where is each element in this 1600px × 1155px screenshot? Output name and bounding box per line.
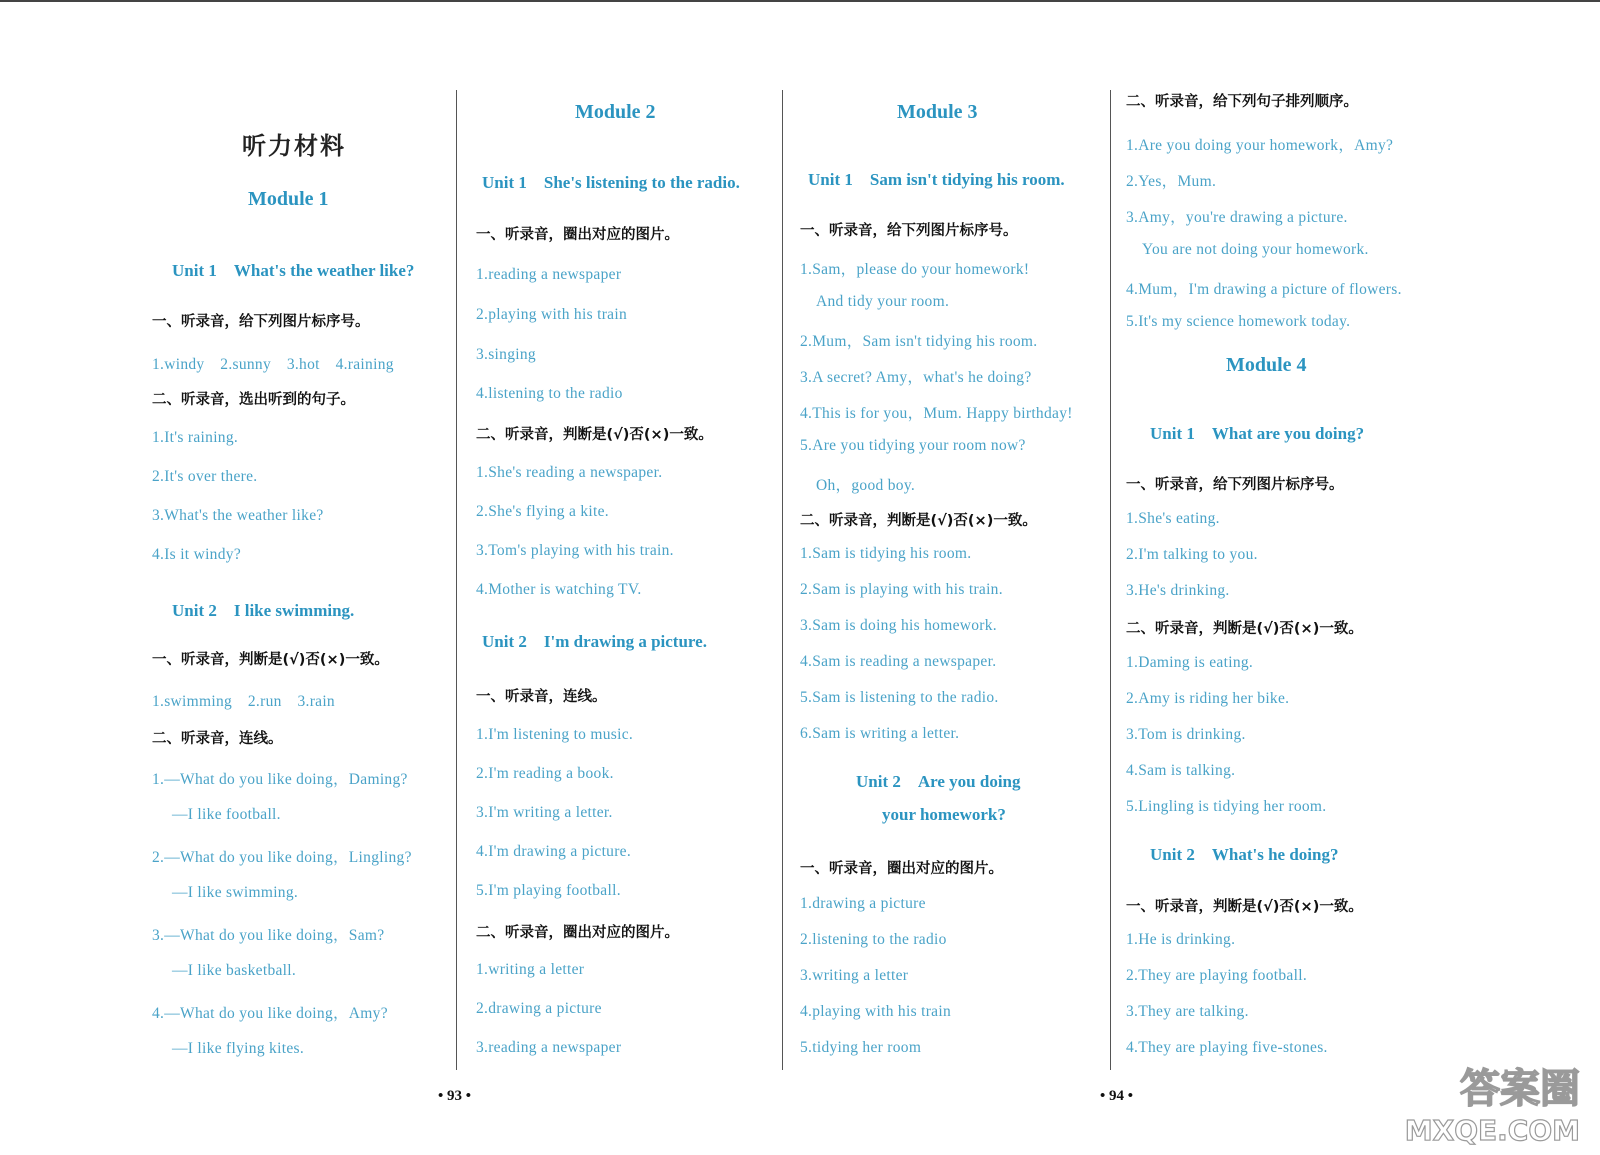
listening-line: 2.Amy is riding her bike. <box>1126 690 1290 707</box>
listening-line: 4.listening to the radio <box>476 385 623 402</box>
exercise-instruction: 二、听录音，判断是(√)否(×)一致。 <box>476 427 713 443</box>
listening-line: 2.listening to the radio <box>800 931 947 948</box>
column-divider <box>456 90 457 1070</box>
listening-line: 2.—What do you like doing，Lingling? <box>152 849 412 866</box>
exercise-instruction: 一、听录音，判断是(√)否(×)一致。 <box>152 652 389 668</box>
unit-heading: your homework? <box>882 805 1006 824</box>
listening-line: 5.It's my science homework today. <box>1126 313 1351 330</box>
listening-line: 1.Daming is eating. <box>1126 654 1254 671</box>
exercise-instruction: 一、听录音，圈出对应的图片。 <box>476 227 679 243</box>
listening-line: 3.Tom is drinking. <box>1126 726 1246 743</box>
listening-line: 4.playing with his train <box>800 1003 951 1020</box>
module-heading: Module 2 <box>575 101 656 123</box>
listening-line: 5.Are you tidying your room now? <box>800 437 1026 454</box>
module-heading: Module 1 <box>248 188 329 210</box>
listening-line: 4.Mother is watching TV. <box>476 581 642 598</box>
listening-line: —I like swimming. <box>172 884 299 901</box>
listening-line: 4.This is for you，Mum. Happy birthday! <box>800 405 1073 422</box>
listening-line: 2.It's over there. <box>152 468 258 485</box>
listening-line: 1.Sam is tidying his room. <box>800 545 972 562</box>
listening-line: 3.Sam is doing his homework. <box>800 617 997 634</box>
listening-line: 4.Is it windy? <box>152 546 242 563</box>
exercise-instruction: 一、听录音，给下列图片标序号。 <box>152 314 370 330</box>
exercise-instruction: 二、听录音，选出听到的句子。 <box>152 392 355 408</box>
listening-line: 1.windy 2.sunny 3.hot 4.raining <box>152 356 394 373</box>
watermark <box>1404 1057 1580 1147</box>
exercise-instruction: 一、听录音，连线。 <box>476 689 607 705</box>
listening-line: 3.writing a letter <box>800 967 909 984</box>
page-title: 听力材料 <box>242 132 346 160</box>
listening-line: 5.Lingling is tidying her room. <box>1126 798 1327 815</box>
module-heading: Module 3 <box>897 101 978 123</box>
listening-line: Oh，good boy. <box>816 477 916 494</box>
watermark-logo: 答案圈 <box>1460 1066 1580 1112</box>
listening-line: 2.They are playing football. <box>1126 967 1307 984</box>
listening-line: 3.A secret? Amy，what's he doing? <box>800 369 1032 386</box>
listening-line: 3.—What do you like doing，Sam? <box>152 927 385 944</box>
column-divider <box>1110 90 1111 1070</box>
listening-line: 3.Amy，you're drawing a picture. <box>1126 209 1348 226</box>
listening-line: 2.Sam is playing with his train. <box>800 581 1003 598</box>
exercise-instruction: 二、听录音，连线。 <box>152 731 283 747</box>
exercise-instruction: 一、听录音，圈出对应的图片。 <box>800 861 1003 877</box>
listening-line: 3.He's drinking. <box>1126 582 1230 599</box>
column-divider <box>782 90 783 1070</box>
listening-line: 3.singing <box>476 346 536 363</box>
listening-line: 3.Tom's playing with his train. <box>476 542 674 559</box>
unit-heading: Unit 1 She's listening to the radio. <box>482 173 740 192</box>
module-heading: Module 4 <box>1226 354 1307 376</box>
listening-line: 6.Sam is writing a letter. <box>800 725 960 742</box>
listening-line: 2.Yes，Mum. <box>1126 173 1217 190</box>
page-number: • 94 • <box>1100 1088 1134 1104</box>
listening-line: 1.I'm listening to music. <box>476 726 634 743</box>
unit-heading: Unit 1 What are you doing? <box>1150 424 1365 443</box>
listening-line: 2.I'm talking to you. <box>1126 546 1258 563</box>
unit-heading: Unit 2 I like swimming. <box>172 601 355 620</box>
listening-line: 3.They are talking. <box>1126 1003 1249 1020</box>
exercise-instruction: 一、听录音，给下列图片标序号。 <box>1126 477 1344 493</box>
listening-line: 4.They are playing five-stones. <box>1126 1039 1328 1056</box>
unit-heading: Unit 1 Sam isn't tidying his room. <box>808 170 1065 189</box>
listening-line: 1.It's raining. <box>152 429 239 446</box>
listening-line: 4.Sam is talking. <box>1126 762 1236 779</box>
listening-line: 1.reading a newspaper <box>476 266 622 283</box>
listening-line: 4.Mum，I'm drawing a picture of flowers. <box>1126 281 1402 298</box>
listening-line: 4.I'm drawing a picture. <box>476 843 632 860</box>
unit-heading: Unit 2 I'm drawing a picture. <box>482 632 707 651</box>
listening-line: 3.reading a newspaper <box>476 1039 622 1056</box>
page-top-border <box>0 0 1600 2</box>
listening-line: You are not doing your homework. <box>1142 241 1369 258</box>
unit-heading: Unit 1 What's the weather like? <box>172 261 415 280</box>
listening-line: 3.I'm writing a letter. <box>476 804 613 821</box>
listening-line: 2.I'm reading a book. <box>476 765 614 782</box>
exercise-instruction: 二、听录音，给下列句子排列顺序。 <box>1126 94 1358 110</box>
listening-line: 4.Sam is reading a newspaper. <box>800 653 997 670</box>
exercise-instruction: 二、听录音，圈出对应的图片。 <box>476 925 679 941</box>
unit-heading: Unit 2 What's he doing? <box>1150 845 1339 864</box>
watermark-text: MXQE.COM <box>1404 1114 1580 1147</box>
exercise-instruction: 二、听录音，判断是(√)否(×)一致。 <box>800 513 1037 529</box>
listening-line: —I like flying kites. <box>172 1040 305 1057</box>
listening-line: 1.He is drinking. <box>1126 931 1236 948</box>
exercise-instruction: 二、听录音，判断是(√)否(×)一致。 <box>1126 621 1363 637</box>
exercise-instruction: 一、听录音，判断是(√)否(×)一致。 <box>1126 899 1363 915</box>
listening-line: 1.Sam，please do your homework! <box>800 261 1030 278</box>
exercise-instruction: 一、听录音，给下列图片标序号。 <box>800 223 1018 239</box>
listening-line: 2.Mum，Sam isn't tidying his room. <box>800 333 1038 350</box>
listening-line: 1.—What do you like doing，Daming? <box>152 771 408 788</box>
listening-line: 1.She's reading a newspaper. <box>476 464 663 481</box>
listening-line: 5.I'm playing football. <box>476 882 621 899</box>
listening-line: 5.Sam is listening to the radio. <box>800 689 999 706</box>
unit-heading: Unit 2 Are you doing <box>856 772 1021 791</box>
page-number: • 93 • <box>438 1088 472 1104</box>
listening-line: 2.She's flying a kite. <box>476 503 609 520</box>
listening-line: —I like football. <box>172 806 281 823</box>
listening-line: 2.playing with his train <box>476 306 627 323</box>
listening-line: 4.—What do you like doing，Amy? <box>152 1005 388 1022</box>
listening-line: 5.tidying her room <box>800 1039 922 1056</box>
listening-line: 1.drawing a picture <box>800 895 926 912</box>
listening-line: 2.drawing a picture <box>476 1000 602 1017</box>
listening-line: And tidy your room. <box>816 293 950 310</box>
listening-line: 1.Are you doing your homework，Amy? <box>1126 137 1394 154</box>
listening-line: 1.She's eating. <box>1126 510 1220 527</box>
listening-line: 1.writing a letter <box>476 961 585 978</box>
listening-line: 1.swimming 2.run 3.rain <box>152 693 335 710</box>
listening-line: —I like basketball. <box>172 962 297 979</box>
listening-line: 3.What's the weather like? <box>152 507 324 524</box>
